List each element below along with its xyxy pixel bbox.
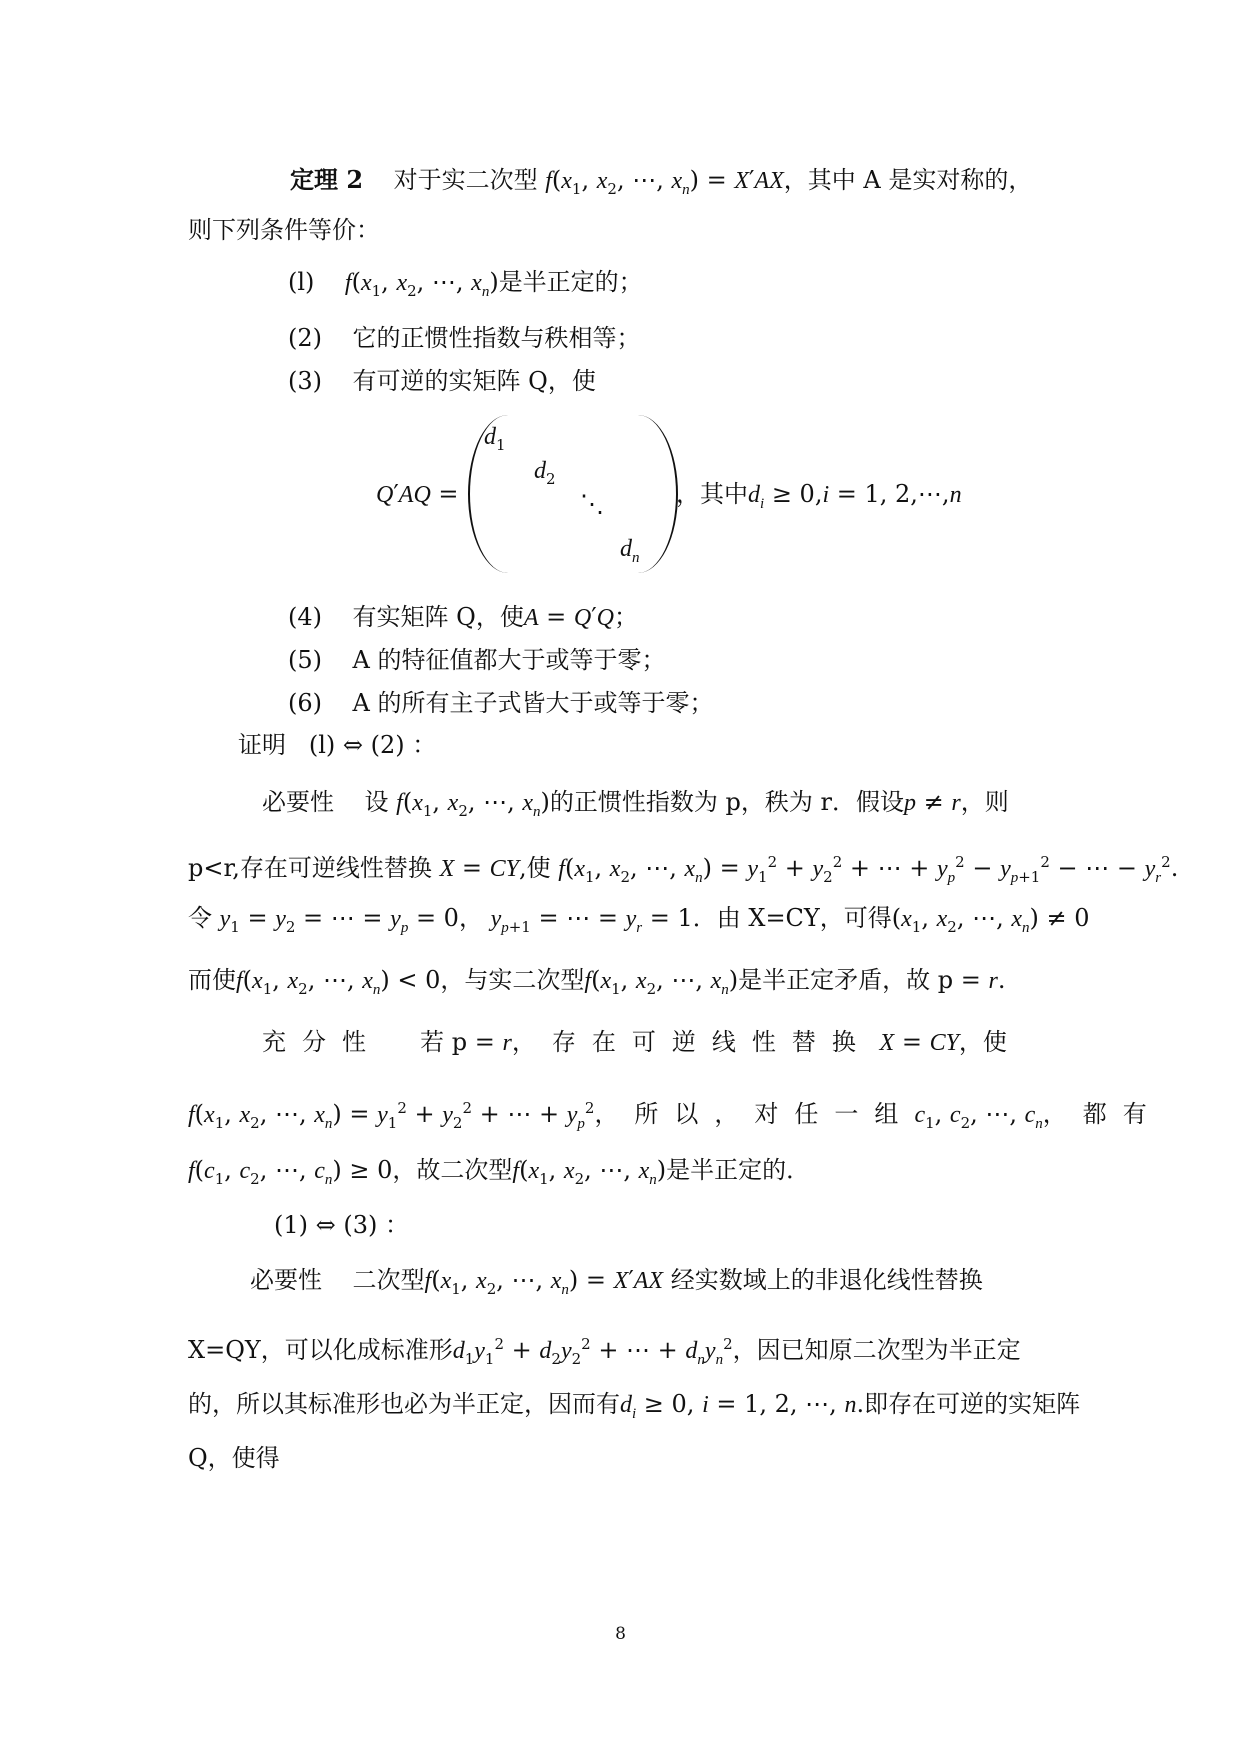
proof-part-2-line-1: 必要性 二次型$f(x_1$, $x_2$, ⋯, $x_n) = X'AX$ 经实数域上的非退化线性替换 <box>250 1266 983 1298</box>
theorem-label: 定理 2 <box>290 165 364 194</box>
condition-number: (3) <box>288 367 322 395</box>
condition-text: A 的所有主子式皆大于或等于零； <box>352 689 714 717</box>
proof-necessity-line-4: 而使$f(x_1$, $x_2$, ⋯, $x_n) < 0$，与实二次型$f(x_1$, $x_2$, ⋯, $x_n$)是半正定矛盾，故 p = r. <box>188 966 1006 998</box>
condition-number: (5) <box>288 646 322 674</box>
condition-text: 它的正惯性指数与秩相等； <box>352 324 641 352</box>
func-symbol: f <box>545 168 552 194</box>
diagonal-matrix <box>468 415 678 573</box>
proof-part-2-heading: (1) ⇔ (3) ： <box>274 1211 409 1239</box>
condition-text: 是半正定的； <box>498 268 643 296</box>
proof-necessity-line-2: p<r,存在可逆线性替换 X = CY,使 $f(x_1$, $x_2$, ⋯, $x_n) = y_1^2 + y_2^2$ + ⋯ + $y_p^2 - y_{p+1}^2$ − ⋯ − $y_r^2$. <box>188 853 1179 886</box>
condition-number: (2) <box>288 324 322 352</box>
matrix-lhs: Q′AQ = <box>376 480 459 508</box>
matrix-entry-dn: $d_n$ <box>620 536 640 566</box>
condition-3 <box>288 361 596 401</box>
proof-part-2-line-2: X=QY，可以化成标准形$d_1y_1^2 + d_2y_2^2$ + ⋯ + $d_ny_n^2$，因已知原二次型为半正定 <box>188 1335 1021 1368</box>
matrix-entry-dots: ⋱ <box>580 490 604 518</box>
page-number: 8 <box>615 1624 626 1644</box>
condition-number: (6) <box>288 689 322 717</box>
condition-1: (l) $f(x_1$, $x_2$, ⋯, $x_n$)是半正定的； <box>288 268 643 300</box>
condition-2 <box>288 318 641 358</box>
proof-heading: 证明 (l) ⇔ (2) ： <box>238 731 437 759</box>
proof-sufficiency-line-3: $f(c_1$, $c_2$, ⋯, $c_n) \ge 0$，故二次型$f(x_1$, $x_2$, ⋯, $x_n$)是半正定的． <box>188 1156 811 1188</box>
condition-6 <box>288 683 713 723</box>
proof-part-2-line-3: 的，所以其标准形也必为半正定，因而有$d_i \ge 0$, i = 1, 2, ⋯, n.即存在可逆的实矩阵 <box>188 1390 1081 1422</box>
condition-5 <box>288 640 665 680</box>
theorem-line-2: 则下列条件等价： <box>188 216 380 244</box>
proof-necessity-line-1: 必要性 设 $f(x_1$, $x_2$, ⋯, $x_n$)的正惯性指数为 p，秩为 r．假设p ≠ r，则 <box>262 788 1009 820</box>
condition-text: 有可逆的实矩阵 Q，使 <box>352 367 596 395</box>
proof-sufficiency-line-2: $f(x_1$, $x_2$, ⋯, $x_n) = y_1^2 + y_2^2$ + ⋯ + $y_p^2$，所以，对任一组$c_1$, $c_2$, ⋯, $c_n$，都有 <box>188 1099 1163 1132</box>
theorem-line-1: 定理 2 对于实二次型 $f(x_1$, $x_2$, ⋯, $x_n) = X'AX$，其中 A 是实对称的， <box>290 165 1033 198</box>
condition-4: (4) 有实矩阵 Q，使A = Q′Q； <box>288 603 639 631</box>
proof-sufficiency-line-1: 充分性 若 p = r，存在可逆线性替换 X = CY，使 <box>262 1028 1007 1056</box>
proof-part-2-line-4: Q，使得 <box>188 1444 280 1472</box>
proof-necessity-line-3: 令 $y_1 = y_2$ = ⋯ = $y_p = 0$， $y_{p+1}$ = ⋯ = $y_r = 1$．由 X=CY，可得($x_1$, $x_2$, ⋯, $x_n) \ne 0$ <box>188 904 1090 936</box>
matrix-entry-d1: $d_1$ <box>484 424 506 454</box>
condition-number: (l) <box>288 268 315 296</box>
matrix-entry-d2: $d_2$ <box>534 458 556 488</box>
theorem-intro: 对于实二次型 <box>393 166 538 194</box>
condition-text: A 的特征值都大于或等于零； <box>352 646 666 674</box>
condition-number: (4) <box>288 603 322 631</box>
theorem-after: ，其中 A 是实对称的， <box>783 166 1033 194</box>
matrix-condition: ，其中$d_i \ge 0,i = 1$, 2,⋯,n <box>676 480 962 512</box>
